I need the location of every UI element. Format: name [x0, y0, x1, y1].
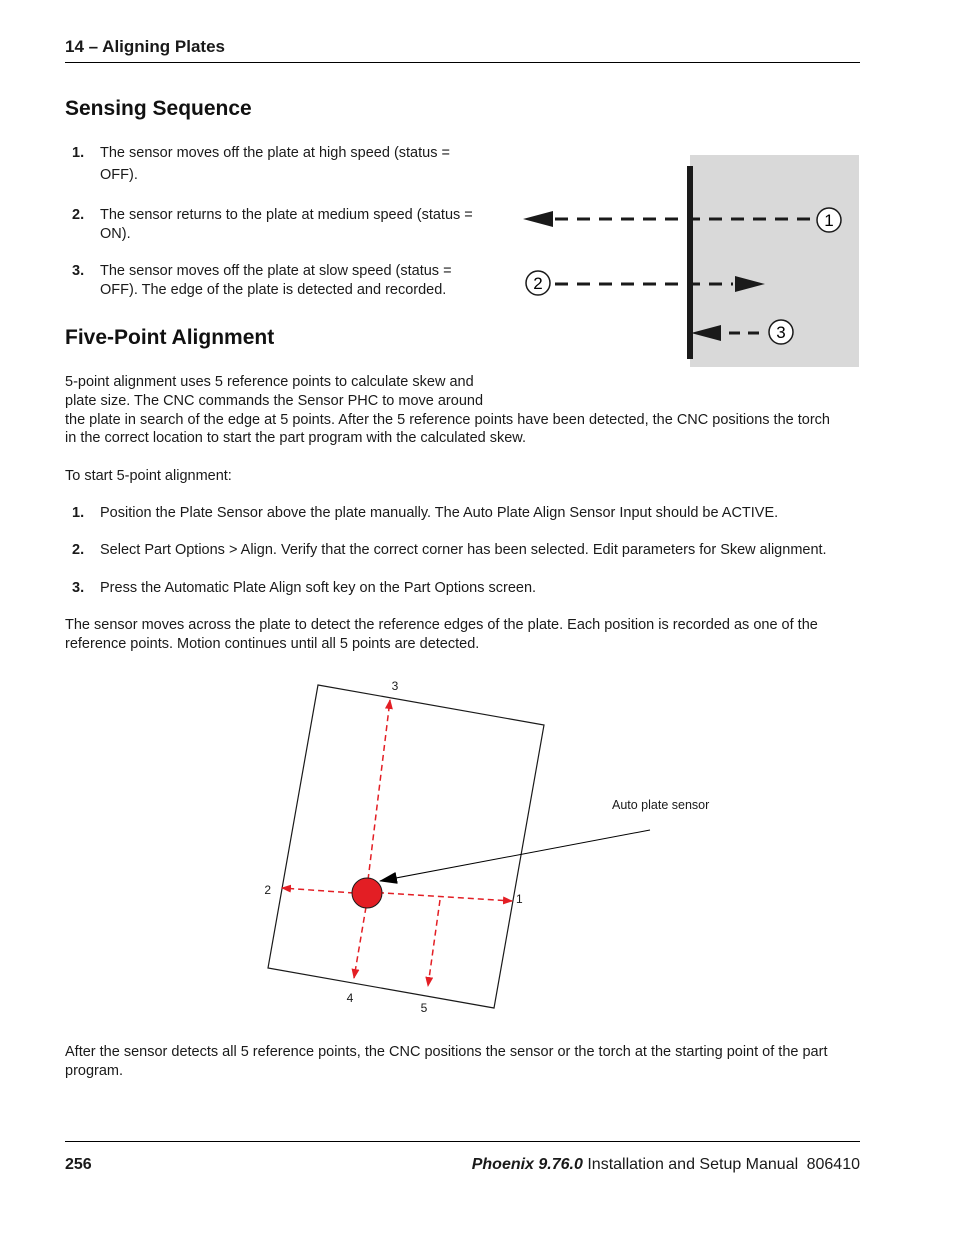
path-to-point-1 — [368, 892, 512, 901]
path-to-point-3 — [368, 700, 390, 880]
motion-line: The sensor moves across the plate to detect the reference edges of the plate. Each position is recorded as one of the — [65, 617, 818, 633]
path-to-point-2 — [282, 888, 354, 893]
sensing-sequence-figure — [515, 150, 865, 372]
five-point-figure — [250, 670, 730, 1020]
closing-line: After the sensor detects all 5 reference points, the CNC positions the sensor or the torch at the starting point of the part — [65, 1044, 828, 1060]
sensor-pointer — [380, 830, 650, 881]
point-label-1: 1 — [516, 892, 523, 906]
motion-line: reference points. Motion continues until all 5 points are detected. — [65, 636, 480, 652]
plate-sensor — [352, 878, 382, 908]
intro-line: 5-point alignment uses 5 reference points to calculate skew and — [65, 374, 474, 390]
path-to-point-5 — [428, 900, 440, 986]
start-text: To start 5-point alignment: — [65, 468, 232, 484]
step-line: OFF). The edge of the plate is detected and recorded. — [100, 282, 447, 298]
intro-line: in the correct location to start the part program with the calculated skew. — [65, 430, 527, 446]
intro-line: the plate in search of the edge at 5 points. After the 5 reference points have been detected, the CNC positions the torch — [65, 412, 830, 428]
intro-line: plate size. The CNC commands the Sensor PHC to move around — [65, 393, 484, 409]
sensor-label: Auto plate sensor — [612, 798, 710, 812]
step-text: Select Part Options > Align. Verify that the correct corner has been selected. Edit parameters for Skew alignment. — [100, 542, 827, 558]
sensing-step-1 — [72, 144, 492, 184]
path-to-point-4 — [354, 907, 366, 978]
five-point-heading: Five-Point Alignment — [65, 326, 275, 349]
alignment-step-3 — [72, 579, 862, 599]
chapter-header: 14 – Aligning Plates — [65, 37, 225, 56]
point-label-4: 4 — [346, 991, 354, 1005]
step-number: 3. — [72, 263, 85, 279]
step-number: 1. — [72, 145, 85, 161]
plate-outline — [268, 685, 544, 1008]
manual-title: Installation and Setup Manual — [587, 1156, 799, 1173]
callout-2-label: 2 — [533, 274, 543, 293]
product-name: Phoenix 9.76.0 — [471, 1156, 583, 1173]
point-label-5: 5 — [420, 1001, 428, 1015]
step-number: 2. — [72, 207, 85, 223]
footer-rule — [65, 1141, 860, 1142]
sensing-step-3 — [72, 262, 492, 302]
step-line: The sensor returns to the plate at medium speed (status = — [100, 207, 473, 223]
step-number: 3. — [72, 580, 85, 596]
step-line: OFF). — [100, 167, 138, 183]
sensing-step-2 — [72, 206, 492, 246]
step-line: The sensor moves off the plate at high speed (status = — [100, 145, 450, 161]
step-number: 2. — [72, 542, 85, 558]
step-text: Press the Automatic Plate Align soft key on the Part Options screen. — [100, 580, 537, 596]
footer-title — [472, 1156, 860, 1174]
point-label-3: 3 — [391, 679, 399, 693]
closing-line: program. — [65, 1063, 124, 1079]
callout-3-label: 3 — [776, 323, 786, 342]
sensing-heading: Sensing Sequence — [65, 97, 252, 120]
header-rule — [65, 62, 860, 63]
document-number: 806410 — [806, 1156, 860, 1173]
alignment-step-1 — [72, 504, 862, 524]
step-text: Position the Plate Sensor above the plate manually. The Auto Plate Align Sensor Input should be ACTIVE. — [100, 505, 779, 521]
alignment-step-2 — [72, 541, 862, 561]
step-line: The sensor moves off the plate at slow speed (status = — [100, 263, 452, 279]
page-number: 256 — [65, 1156, 92, 1173]
plate-edge — [687, 166, 693, 359]
step-number: 1. — [72, 505, 85, 521]
step-line: ON). — [100, 226, 131, 242]
point-label-2: 2 — [264, 883, 271, 897]
callout-1-label: 1 — [824, 211, 834, 230]
